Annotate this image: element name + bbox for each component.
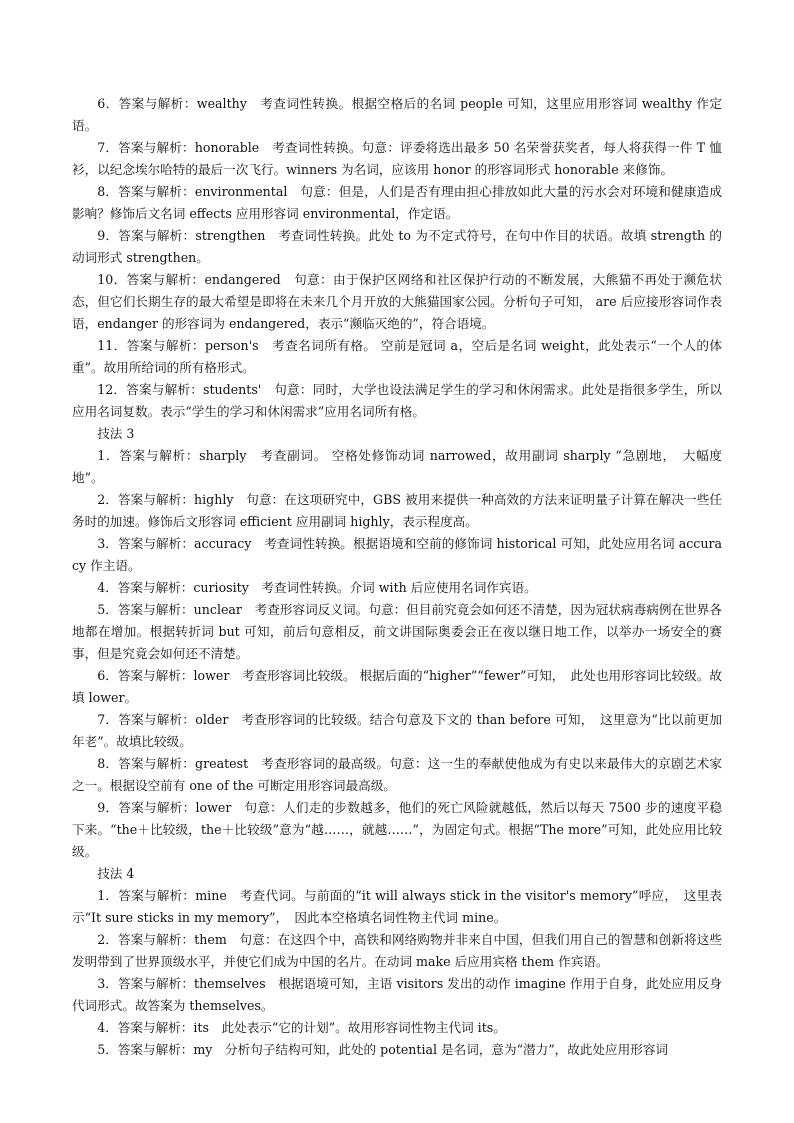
answer-paragraph: 8．答案与解析：environmental 句意：但是，人们是否有理由担心排放如此大量的污水会对环境和健康造成影响？修饰后文名词 effects 应用形容词 environmental，作定语。: [72, 184, 722, 221]
section-heading: 技法 4: [97, 866, 135, 881]
answer-paragraph: 2．答案与解析：highly 句意：在这项研究中，GBS 被用来提供一种高效的方法来证明量子计算在解决一些任务时的加速。修饰后文形容词 efficient 应用副词 highly，表示程度高。: [72, 492, 722, 529]
answer-paragraph: 6．答案与解析：lower 考查形容词比较级。 根据后面的“higher”“fewer”可知， 此处也用形容词比较级。故填 lower。: [72, 668, 722, 705]
answer-paragraph: 7．答案与解析：older 考查形容词的比较级。结合句意及下文的 than before 可知， 这里意为“比以前更加年老”。故填比较级。: [72, 712, 722, 749]
answer-paragraph: 3．答案与解析：accuracy 考查词性转换。根据语境和空前的修饰词 historical 可知，此处应用名词 accuracy 作主语。: [72, 536, 722, 573]
answer-paragraph: 4．答案与解析：curiosity 考查词性转换。介词 with 后应使用名词作宾语。: [97, 580, 537, 595]
answer-paragraph: 9．答案与解析：lower 句意：人们走的步数越多，他们的死亡风险就越低，然后以每天 7500 步的速度平稳下来。“the＋比较级，the＋比较级”意为“越……，就越……”，为固定句式。根据“The more”可知，此处应用比较级。: [72, 800, 722, 859]
answer-paragraph: 11．答案与解析：person's 考查名词所有格。 空前是冠词 a，空后是名词 weight，此处表示“一个人的体重”。故用所给词的所有格形式。: [72, 338, 722, 375]
answer-paragraph: 3．答案与解析：themselves 根据语境可知，主语 visitors 发出的动作 imagine 作用于自身，此处应用反身代词形式。故答案为 themselves。: [72, 976, 722, 1013]
section-heading: 技法 3: [97, 426, 135, 441]
answer-paragraph: 7．答案与解析：honorable 考查词性转换。句意：评委将选出最多 50 名荣誉获奖者，每人将获得一件 T 恤衫，以纪念埃尔哈特的最后一次飞行。winners 为名词，应该用 honor 的形容词形式 honorable 来修饰。: [72, 140, 722, 177]
answer-paragraph: 10．答案与解析：endangered 句意：由于保护区网络和社区保护行动的不断发展，大熊猫不再处于濒危状态，但它们长期生存的最大希望是即将在未来几个月开放的大熊猫国家公园。分析句子可知， are 后应接形容词作表语，endanger 的形容词为 endangered，表示“濒临灭绝的”，符合语境。: [72, 272, 722, 331]
answer-paragraph: 9．答案与解析：strengthen 考查词性转换。此处 to 为不定式符号，在句中作目的状语。故填 strength 的动词形式 strengthen。: [72, 228, 722, 265]
answer-paragraph: 5．答案与解析：unclear 考查形容词反义词。句意：但目前究竟会如何还不清楚，因为冠状病毒病例在世界各地都在增加。根据转折词 but 可知，前后句意相反，前文讲国际奥委会正在夜以继日地工作，以举办一场安全的赛事，但是究竟会如何还不清楚。: [72, 602, 722, 661]
answer-paragraph: 1．答案与解析：mine 考查代词。与前面的“it will always stick in the visitor's memory”呼应， 这里表示“It sure sticks in my memory”， 因此本空格填名词性物主代词 mine。: [72, 888, 722, 925]
answer-paragraph: 2．答案与解析：them 句意：在这四个中，高铁和网络购物并非来自中国，但我们用自己的智慧和创新将这些发明带到了世界顶级水平，并使它们成为中国的名片。在动词 make 后应用宾格 them 作宾语。: [72, 932, 722, 969]
answer-paragraph: 6．答案与解析：wealthy 考查词性转换。根据空格后的名词 people 可知，这里应用形容词 wealthy 作定语。: [72, 96, 722, 133]
answer-paragraph: 12．答案与解析：students' 句意：同时，大学也设法满足学生的学习和休闲需求。此处是指很多学生，所以应用名词复数。表示“学生的学习和休闲需求”应用名词所有格。: [72, 382, 722, 419]
answer-paragraph: 5．答案与解析：my 分析句子结构可知，此处的 potential 是名词，意为“潜力”，故此处应用形容词: [97, 1042, 669, 1057]
answer-paragraph: 1．答案与解析：sharply 考查副词。 空格处修饰动词 narrowed，故用副词 sharply “急剧地， 大幅度地”。: [72, 448, 722, 485]
answer-paragraph: 4．答案与解析：its 此处表示“它的计划”。故用形容词性物主代词 its。: [97, 1020, 506, 1035]
answer-paragraph: 8．答案与解析：greatest 考查形容词的最高级。句意：这一生的奉献使他成为有史以来最伟大的京剧艺术家之一。根据设空前有 one of the 可断定用形容词最高级。: [72, 756, 722, 793]
